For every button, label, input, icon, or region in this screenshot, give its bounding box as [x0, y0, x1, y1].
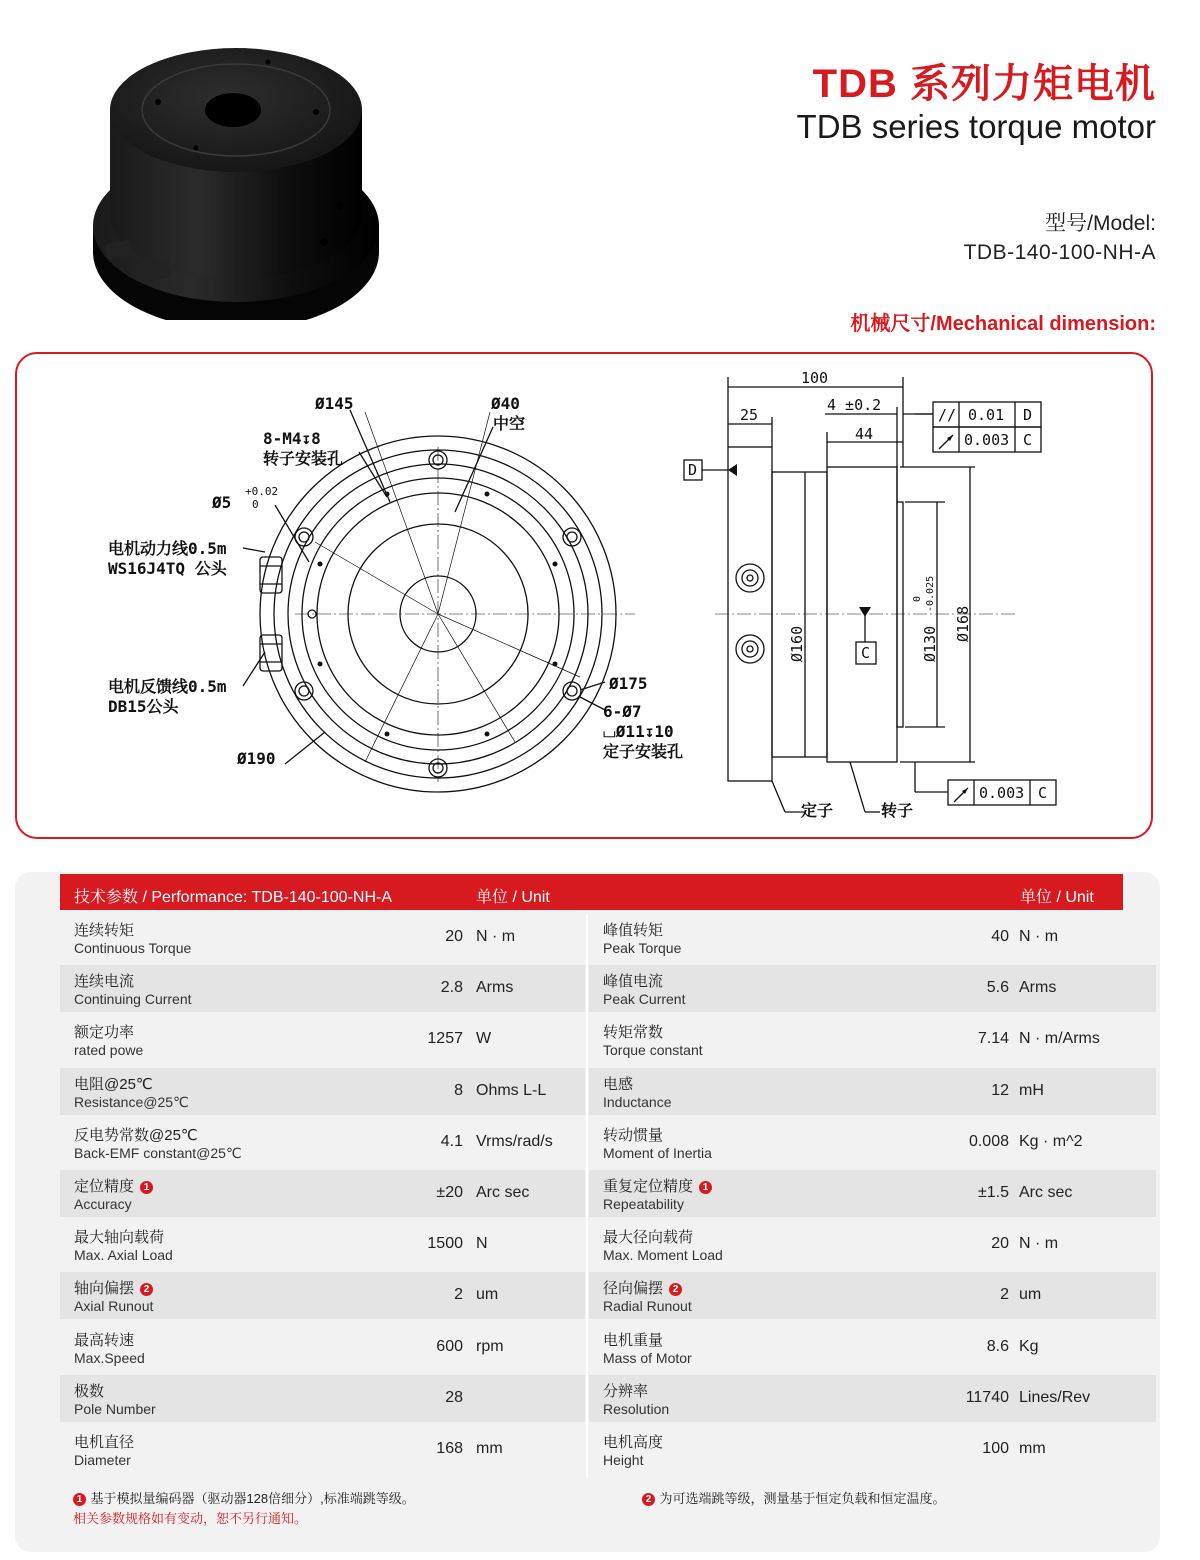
table-title: 技术参数 / Performance: TDB-140-100-NH-A [74, 889, 393, 906]
spec-row-l [60, 1375, 585, 1422]
spec-value: 2.8 [440, 979, 463, 996]
spec-name-cn [74, 919, 134, 940]
spec-unit: mH [1019, 1082, 1044, 1099]
spec-name-cn [74, 1175, 153, 1196]
datum-c: C [861, 644, 871, 662]
column-divider [586, 914, 588, 1477]
spec-row-l [60, 1324, 585, 1371]
spec-value: 2 [1000, 1286, 1009, 1303]
dim-d5-tol-upper: +0.02 [245, 485, 279, 498]
model-value: TDB-140-100-NH-A [963, 241, 1156, 264]
spec-name-en: rated powe [74, 1042, 144, 1058]
label-stator-hole-count: 6-Ø7 [603, 702, 642, 721]
spec-row-r [589, 1426, 1156, 1473]
label-power-line: 电机动力线0.5m [108, 539, 227, 558]
spec-name-cn-text: 峰值转矩 [603, 922, 664, 939]
footnote-disclaimer: 相关参数规格如有变动，恕不另行通知。 [73, 1511, 308, 1526]
spec-name-cn [74, 1329, 134, 1350]
label-stator-holes: 定子安装孔 [603, 742, 684, 761]
spec-name-cn-text: 连续电流 [74, 973, 135, 990]
label-rotor-holes: 转子安装孔 [263, 449, 344, 468]
spec-value: 1257 [427, 1030, 463, 1047]
spec-row-r [589, 1016, 1156, 1063]
spec-name-en: Resistance@25℃ [74, 1094, 189, 1110]
spec-row-r [589, 1324, 1156, 1371]
label-rotor: 转子 [881, 801, 914, 820]
spec-name-cn-text: 极数 [74, 1383, 105, 1400]
unit-header-left: 单位 / Unit [476, 889, 550, 906]
spec-value: 2 [454, 1286, 463, 1303]
label-feedback-line: 电机反馈线0.5m [108, 677, 227, 696]
spec-value: 600 [436, 1338, 463, 1355]
tol2-value: 0.003 [964, 431, 1010, 449]
dim-d40: Ø40 [491, 394, 520, 413]
dim-44: 44 [855, 425, 874, 443]
spec-name-en: Mass of Motor [603, 1350, 692, 1366]
spec-unit: Ohms L-L [476, 1082, 547, 1099]
title-cn: TDB 系列力矩电机 [812, 62, 1156, 106]
dim-100: 100 [801, 369, 829, 387]
spec-name-cn-text: 峰值电流 [603, 973, 664, 990]
table-header [60, 874, 1123, 910]
spec-unit: N · m [476, 928, 516, 945]
spec-name-cn [74, 1124, 198, 1145]
spec-name-en: Torque constant [603, 1042, 703, 1058]
spec-name-en: Continuous Torque [74, 940, 192, 956]
footnote-2-mark: 2 [642, 1493, 655, 1506]
spec-row-r [589, 1375, 1156, 1422]
spec-name-cn-text: 径向偏摆 [603, 1280, 664, 1297]
dim-d5: Ø5 [212, 493, 232, 512]
mechanical-drawing [15, 352, 1153, 839]
tol1-value: 0.01 [968, 406, 1005, 424]
spec-row-r [589, 1170, 1156, 1217]
spec-row-l [60, 1426, 585, 1473]
spec-name-en: Accuracy [74, 1196, 132, 1212]
footnote-mark: 2 [140, 1283, 153, 1296]
spec-name-cn [603, 1175, 712, 1196]
spec-name-cn [603, 1021, 663, 1042]
dim-d130: Ø130 [921, 625, 939, 662]
spec-name-cn [603, 1277, 682, 1298]
spec-row-r [589, 1221, 1156, 1268]
spec-name-cn [74, 1431, 134, 1452]
spec-name-en: Back-EMF constant@25℃ [74, 1145, 242, 1161]
dim-d190: Ø190 [237, 749, 276, 768]
spec-value: 5.6 [986, 979, 1009, 996]
spec-value: 0.008 [968, 1133, 1009, 1150]
spec-name-cn-text: 最大径向载荷 [603, 1229, 694, 1246]
spec-name-cn-text: 最高转速 [74, 1332, 135, 1349]
spec-row-l [60, 1272, 585, 1319]
spec-unit: Lines/Rev [1019, 1389, 1091, 1406]
dim-d168: Ø168 [954, 605, 972, 642]
spec-unit: Kg · m^2 [1019, 1133, 1083, 1150]
spec-row-r [589, 914, 1156, 961]
tol1-ref: D [1023, 406, 1033, 424]
spec-name-cn-text: 电机高度 [603, 1434, 664, 1451]
spec-unit: rpm [476, 1338, 504, 1355]
spec-name-cn [74, 1021, 134, 1042]
spec-row-l [60, 1068, 585, 1115]
spec-unit: N · m [1019, 1235, 1059, 1252]
spec-value: ±1.5 [977, 1184, 1009, 1201]
footnote-2-text: 为可选端跳等级，测量基于恒定负载和恒定温度。 [659, 1491, 946, 1506]
label-power-connector: WS16J4TQ 公头 [108, 559, 227, 578]
dim-d5-tol-lower: 0 [252, 498, 259, 511]
spec-row-r [589, 1119, 1156, 1166]
spec-row-l [60, 1170, 585, 1217]
footnote-mark: 2 [669, 1283, 682, 1296]
spec-name-en: Repeatability [603, 1196, 684, 1212]
footnote-mark: 1 [699, 1181, 712, 1194]
spec-name-en: Resolution [603, 1401, 670, 1417]
spec-unit: um [476, 1286, 499, 1303]
spec-name-cn-text: 额定功率 [74, 1024, 135, 1041]
dim-4: 4 ±0.2 [827, 396, 882, 414]
dim-d175: Ø175 [609, 674, 648, 693]
spec-name-cn-text: 反电势常数@25℃ [74, 1127, 198, 1144]
spec-name-cn [74, 970, 134, 991]
rotor-outline [827, 467, 897, 762]
spec-unit: N · m [1019, 928, 1059, 945]
tol3-ref: C [1038, 784, 1048, 802]
spec-name-cn [74, 1073, 153, 1094]
spec-value: ±20 [436, 1184, 463, 1201]
spec-value: 100 [982, 1440, 1009, 1457]
dim-25: 25 [740, 406, 759, 424]
spec-unit: mm [1019, 1440, 1046, 1457]
spec-unit: Arc sec [476, 1184, 530, 1201]
spec-name-en: Peak Torque [603, 940, 682, 956]
spec-value: 40 [991, 928, 1009, 945]
dim-d145: Ø145 [315, 394, 354, 413]
label-m4-holes: 8-M4↧8 [263, 429, 321, 448]
spec-name-cn [74, 1226, 164, 1247]
label-stator: 定子 [801, 801, 834, 820]
spec-name-cn [74, 1277, 153, 1298]
spec-value: 12 [991, 1082, 1009, 1099]
spec-unit: Kg [1019, 1338, 1039, 1355]
spec-name-cn-text: 轴向偏摆 [74, 1280, 135, 1297]
spec-value: 11740 [965, 1389, 1009, 1406]
tol1-symbol: // [938, 406, 957, 424]
spec-unit: N [476, 1235, 488, 1252]
spec-unit: mm [476, 1440, 503, 1457]
spec-name-cn [603, 1431, 663, 1452]
footnote-2 [642, 1488, 945, 1508]
spec-name-en: Moment of Inertia [603, 1145, 712, 1161]
spec-name-en: Inductance [603, 1094, 672, 1110]
spec-name-en: Height [603, 1452, 644, 1468]
footnote-1-mark: 1 [73, 1493, 86, 1506]
spec-name-cn-text: 最大轴向载荷 [74, 1229, 165, 1246]
tol3-value: 0.003 [979, 784, 1025, 802]
unit-header-right: 单位 / Unit [1020, 889, 1094, 906]
spec-name-cn-text: 电机直径 [74, 1434, 135, 1451]
spec-row-l [60, 1016, 585, 1063]
spec-name-cn-text: 转矩常数 [603, 1024, 664, 1041]
dim-d160: Ø160 [788, 625, 806, 662]
spec-value: 168 [436, 1440, 463, 1457]
spec-unit: Arms [1019, 979, 1057, 996]
mechanical-dimension-title: 机械尺寸/Mechanical dimension: [850, 313, 1156, 335]
footnote-1-text: 基于模拟量编码器（驱动器128倍细分）,标准端跳等级。 [90, 1491, 415, 1506]
spec-value: 20 [445, 928, 463, 945]
spec-unit: Arc sec [1019, 1184, 1073, 1201]
spec-name-cn-text: 连续转矩 [74, 922, 135, 939]
spec-unit: W [476, 1030, 492, 1047]
spec-name-cn-text: 电阻@25℃ [74, 1076, 153, 1093]
spec-name-en: Pole Number [74, 1401, 156, 1417]
label-counterbore: ⌴Ø11↧10 [603, 722, 674, 741]
spec-name-en: Continuing Current [74, 991, 192, 1007]
spec-value: 7.14 [977, 1030, 1009, 1047]
footnote-1 [73, 1488, 415, 1508]
spec-name-en: Max.Speed [74, 1350, 145, 1366]
spec-row-r [589, 1068, 1156, 1115]
dim-d130-tol-upper: 0 [912, 595, 923, 602]
spec-unit: Arms [476, 979, 514, 996]
spec-name-cn [603, 970, 663, 991]
spec-name-cn [603, 1073, 633, 1094]
spec-name-en: Axial Runout [74, 1298, 154, 1314]
model-label: 型号/Model: [1045, 212, 1156, 235]
spec-row-l [60, 1221, 585, 1268]
spec-name-cn-text: 电机重量 [603, 1332, 664, 1349]
spec-name-cn-text: 定位精度 [74, 1178, 135, 1195]
spec-row-l [60, 965, 585, 1012]
spec-name-en: Peak Current [603, 991, 686, 1007]
label-feedback-connector: DB15公头 [108, 697, 179, 716]
spec-row-l [60, 914, 585, 961]
spec-name-cn [603, 1380, 648, 1401]
spec-value: 28 [445, 1389, 463, 1406]
spec-value: 1500 [427, 1235, 463, 1252]
datum-d: D [688, 461, 698, 479]
spec-row-r [589, 965, 1156, 1012]
spec-name-en: Diameter [74, 1452, 131, 1468]
spec-name-cn [603, 1329, 663, 1350]
spec-value: 4.1 [440, 1133, 463, 1150]
spec-name-en: Radial Runout [603, 1298, 692, 1314]
spec-row-l [60, 1119, 585, 1166]
title-en: TDB series torque motor [796, 108, 1156, 145]
label-hollow: 中空 [493, 414, 526, 433]
spec-name-cn [603, 1226, 693, 1247]
spec-value: 20 [991, 1235, 1009, 1252]
tol2-ref: C [1023, 431, 1033, 449]
spec-unit: um [1019, 1286, 1042, 1303]
spec-name-cn-text: 分辨率 [603, 1383, 649, 1400]
spec-name-cn-text: 转动惯量 [603, 1127, 664, 1144]
spec-unit: Vrms/rad/s [476, 1133, 553, 1150]
spec-name-cn-text: 重复定位精度 [603, 1178, 694, 1195]
spec-value: 8.6 [986, 1338, 1009, 1355]
spec-value: 8 [454, 1082, 463, 1099]
spec-name-cn-text: 电感 [603, 1076, 634, 1093]
spec-name-cn [603, 1124, 663, 1145]
spec-name-cn [603, 919, 663, 940]
dim-d130-tol-lower: -0.025 [925, 575, 936, 612]
footnote-mark: 1 [140, 1181, 153, 1194]
spec-name-en: Max. Moment Load [603, 1247, 723, 1263]
motor-product-image [88, 30, 398, 320]
spec-unit: N · m/Arms [1019, 1030, 1100, 1047]
spec-row-r [589, 1272, 1156, 1319]
spec-name-cn [74, 1380, 104, 1401]
spec-name-en: Max. Axial Load [74, 1247, 173, 1263]
